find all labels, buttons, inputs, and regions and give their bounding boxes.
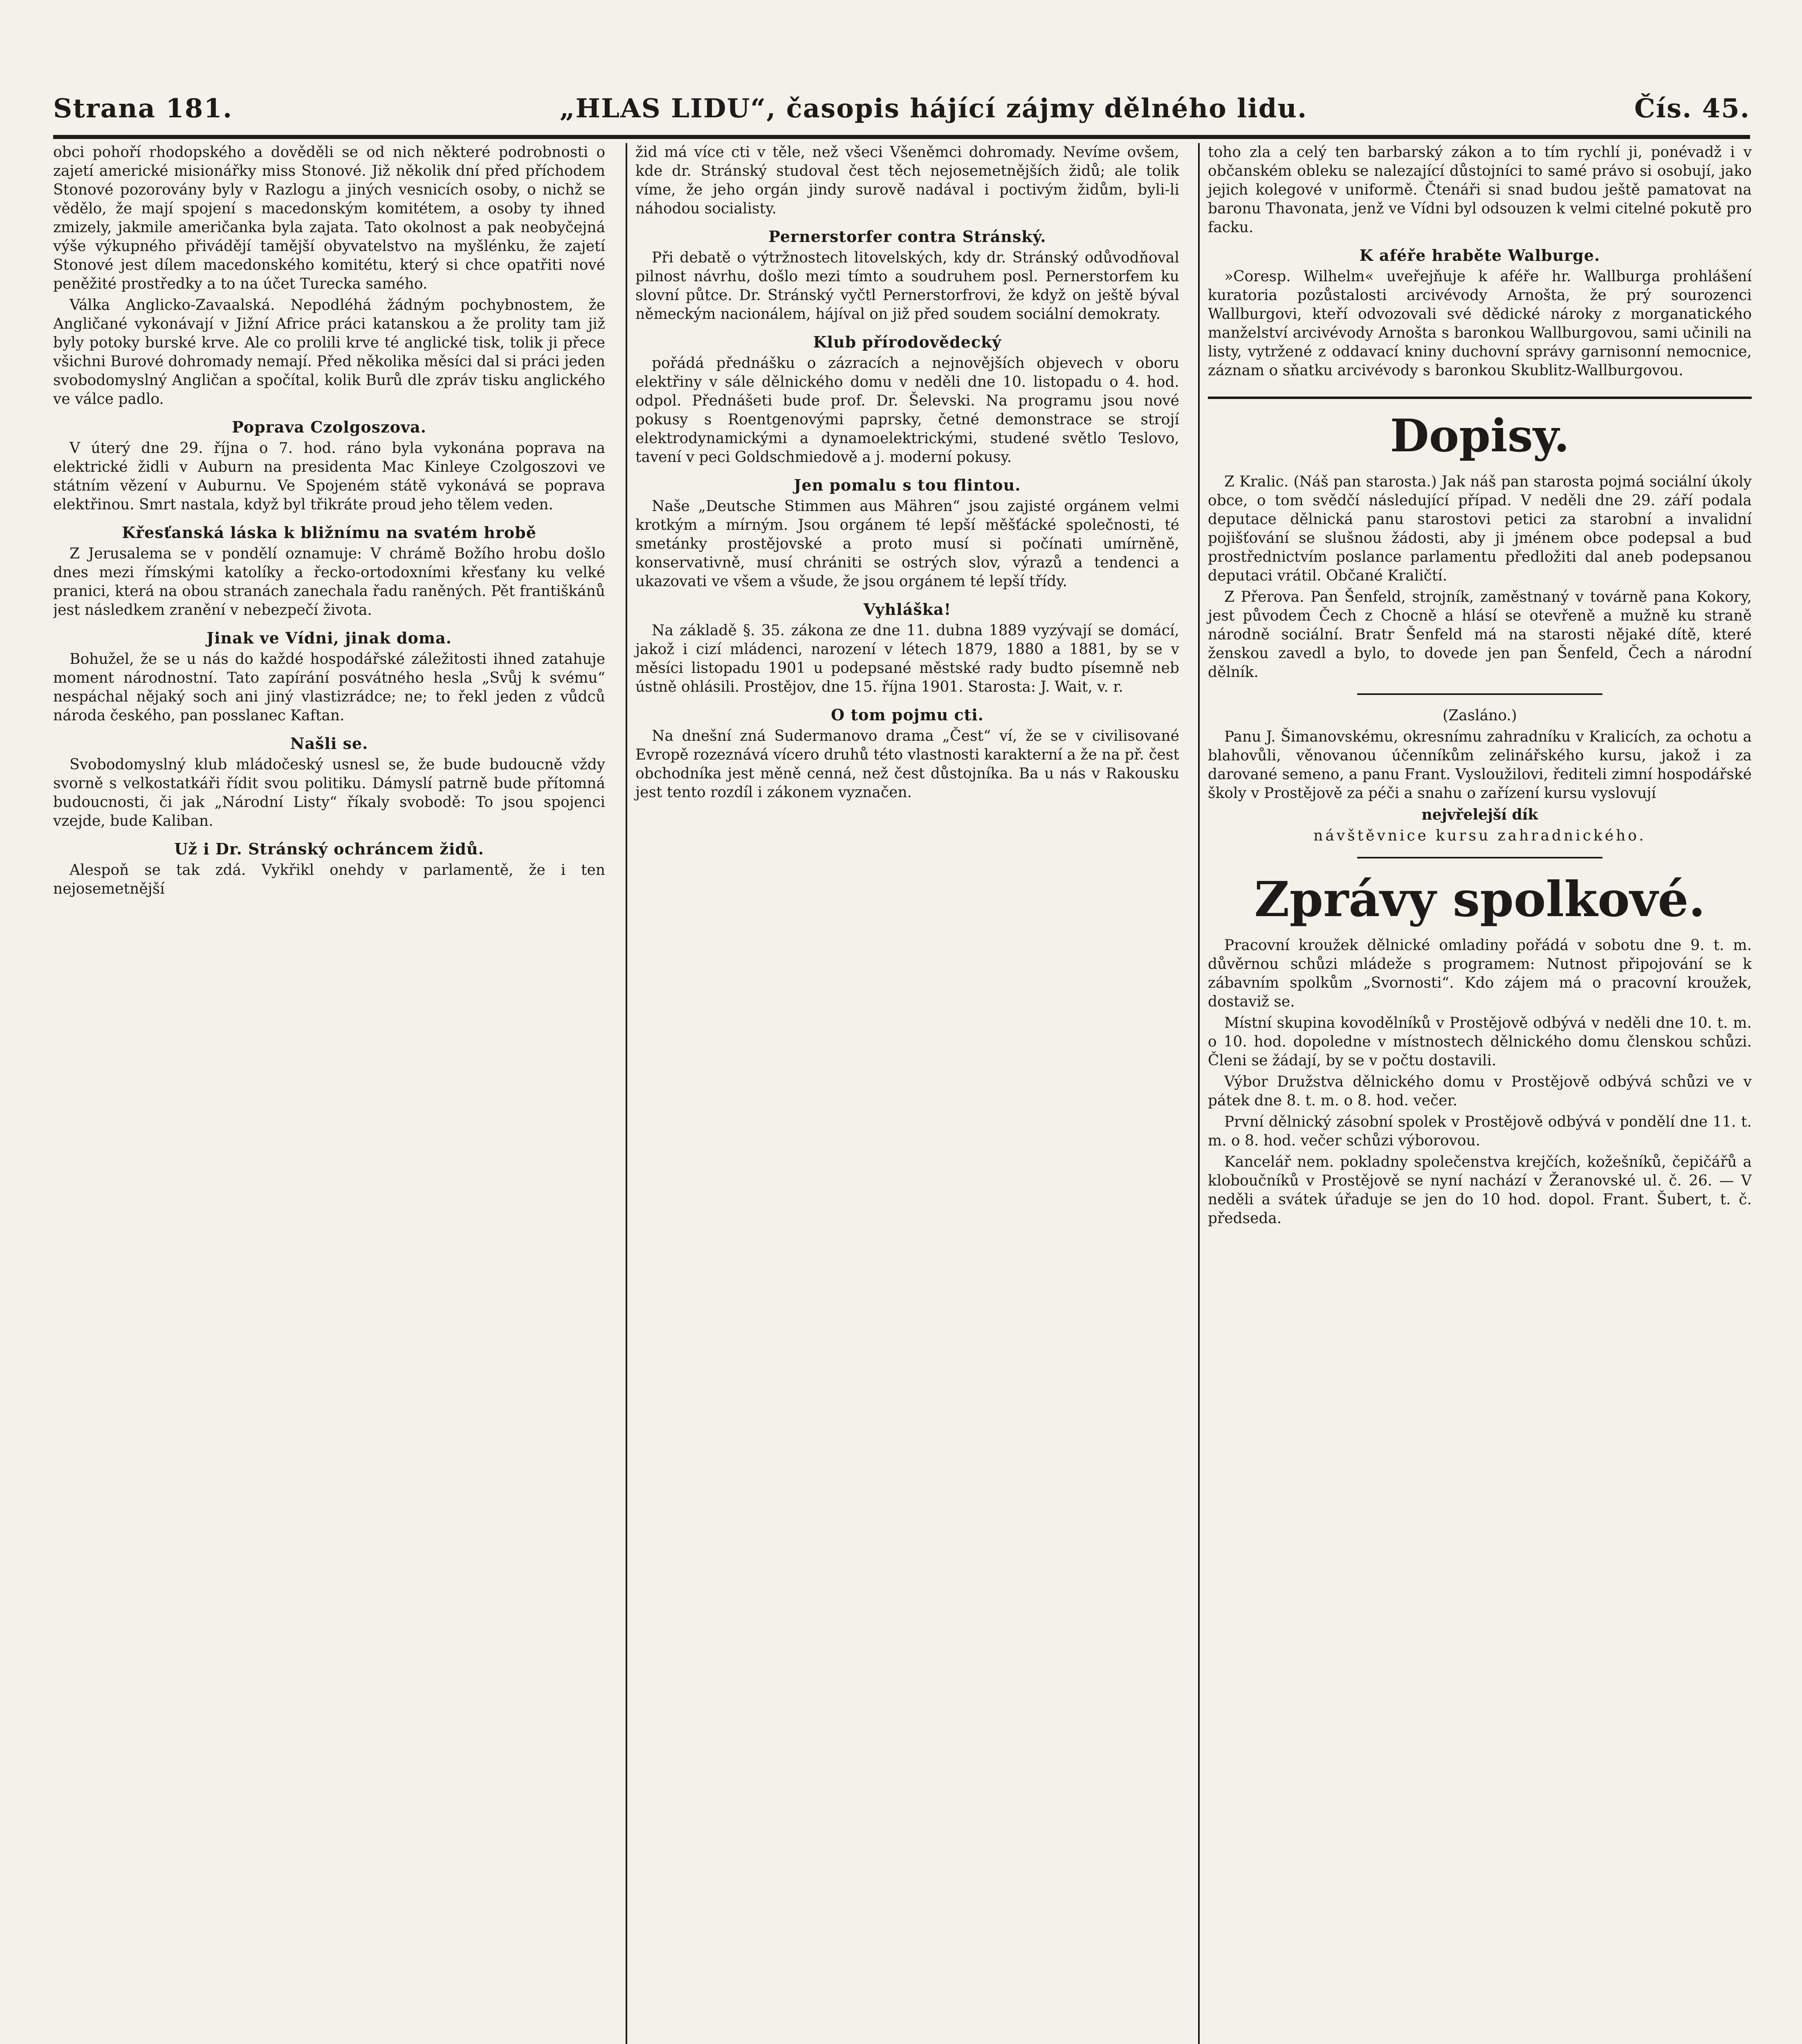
article-heading: Klub přírodovědecký [813, 333, 1002, 351]
article-paragraph: Výbor Družstva dělnického domu v Prostějově odbývá schůzi ve v pátek dne 8. t. m. o 8. hod. večer. [1208, 1074, 1752, 1109]
thanks-line: nejvřelejší dík [1421, 806, 1538, 823]
article-heading: O tom pojmu cti. [831, 706, 984, 724]
article-paragraph: První dělnický zásobní spolek v Prostějově odbývá v pondělí dne 11. t. m. o 8. hod. večer schůzi výborovou. [1208, 1114, 1752, 1149]
article-heading: Křesťanská láska k bližnímu na svatém hrobě [122, 523, 536, 542]
page-header [53, 82, 1750, 139]
thanks-signature: návštěvnice kursu zahradnického. [1313, 827, 1646, 844]
article-paragraph: obci pohoří rhodopského a dověděli se od nich některé podrobnosti o zajetí americké misionářky miss Stonové. Již několik dní před příchodem Stonové pozorovány byly v Razlogu a jiných vesnicích osoby, o nichž se vědělo, že mají spojení s macedonským komitétem, a osoby ty ihned zmizely, jakmile američanka byla zajata. Tato okolnost a pak neobyčejná výše výkupného přivádějí tamější obyvatelstvo na myšlénku, že zajetí Stonové jest dílem macedonského komitétu, který si chce opatřiti nové peněžité prostředky a to na účet Turecka samého. [53, 144, 605, 292]
article-paragraph: Panu J. Šimanovskému, okresnímu zahradníku v Kralicích, za ochotu a blahovůli, věnovanou účenníkům zelinářského kursu, jakož i za darované semeno, a panu Frant. Vysloužilovi, řediteli zimní hospodářské školy v Prostějově za péči a snahu o zařízení kursu vyslovují [1208, 728, 1752, 802]
article-paragraph: Místní skupina kovodělníků v Prostějově odbývá v neděli dne 10. t. m. o 10. hod. dopoledne v místnostech dělnického domu členskou schůzi. Členi se žádají, by se v počtu dostavili. [1208, 1015, 1752, 1069]
column-right [1198, 143, 1752, 2044]
article-paragraph: Alespoň se tak zdá. Vykřikl onehdy v parlamentě, že i ten nejosemetnější [53, 862, 605, 897]
article-paragraph: pořádá přednášku o zázracích a nejnovějších objevech v oboru elektřiny v sále dělnického domu v neděli dne 10. listopadu o 4. hod. odpol. Přednášeti bude prof. Dr. Šelevski. Na programu jsou nové pokusy s Roentgenovými paprsky, četné demonstrace se strojí elektrodynamickými a dynamoelektrickými, studené světlo Teslovo, tavení v peci Goldschmiedově a j. moderní pokusy. [635, 355, 1179, 466]
article-heading: Jen pomalu s tou flintou. [794, 476, 1021, 494]
article-heading: K aféře hraběte Walburge. [1359, 246, 1600, 264]
masthead-title: „HLAS LIDU“, časopis hájící zájmy dělného lidu. [559, 93, 1308, 124]
article-paragraph: Svobodomyslný klub mládočeský usnesl se, že bude budoucně vždy svorně s velkostatkáři řídit svou politiku. Dámyslí patrně bude přítomná budoucnosti, či jak „Národní Listy“ říkaly svobodě: To jsou spojenci vzejde, bude Kaliban. [53, 756, 605, 829]
article-heading: Jinak ve Vídni, jinak doma. [206, 629, 452, 647]
article-paragraph: Na dnešní zná Sudermanovo drama „Čest“ ví, že se v civilisované Evropě rozeznává vícero druhů této vlastnosti karakterní a že na př. čest obchodníka jest měně cenná, než čest důstojníka. Ba u nás v Rakousku jest tento rozdíl i zákonem vyznačen. [635, 728, 1179, 801]
article-paragraph: V úterý dne 29. října o 7. hod. ráno byla vykonána poprava na elektrické židli v Auburn na presidenta Mac Kinleye Czolgoszovi ve státním vězení v Auburnu. Ve Spojeném státě vykonává se poprava elektřinou. Smrt nastala, když byl třikráte proud jeho tělem veden. [53, 440, 605, 513]
issue-number: Čís. 45. [1634, 93, 1750, 124]
article-paragraph: Z Kralic. (Náš pan starosta.) Jak náš pan starosta pojmá sociální úkoly obce, o tom svědčí následující případ. V neděli dne 29. září podala deputace dělnická panu starostovi petici za starobní a invalidní pojišťování se slušnou žádosti, aby ji jménem obce podepsal a bud prostřednictvím poslance parlamentu předložiti dal aneb podepsanou deputaci vrátil. Občané Kraličtí. [1208, 473, 1752, 584]
article-heading: Našli se. [290, 734, 368, 753]
article-paragraph: Naše „Deutsche Stimmen aus Mähren“ jsou zajisté orgánem velmi krotkým a mírným. Jsou orgánem té lepší měšťácké společnosti, té smetánky prostějovské a proto musí si počínati umírněně, konservativně, musí chrániti se ostrých slov, výrazů a tendenci a ukazovati ve všem a všude, že jsou orgánem té lepší třídy. [635, 498, 1179, 590]
article-paragraph: Pracovní kroužek dělnické omladiny pořádá v sobotu dne 9. t. m. důvěrnou schůzi mládeže s programem: Nutnost připojování se k zábavním spolkům „Svornosti“. Kdo zájem má o pracovní kroužek, dostaviž se. [1208, 937, 1752, 1010]
article-heading: Vyhláška! [863, 600, 951, 619]
section-title-zpravy: Zprávy spolkové. [1254, 871, 1706, 928]
article-paragraph: Na základě §. 35. zákona ze dne 11. dubna 1889 vyzývají se domácí, jakož i cizí mládenci, narození v létech 1879, 1880 a 1881, by se v měsíci listopadu 1901 u podepsané městské rady budto písemně neb ústně ohlásili. Prostějov, dne 15. října 1901. Starosta: J. Wait, v. r. [635, 622, 1179, 695]
article-heading: Poprava Czolgoszova. [232, 418, 426, 436]
article-paragraph: Z Přerova. Pan Šenfeld, strojník, zaměstnaný v továrně pana Kokory, jest původem Čech z Chocně a hlásí se otevřeně a mužně ku straně národně sociální. Bratr Šenfeld má na starosti nějaké dítě, které ženskou zavedl a bylo, to dovede jen pan Šenfeld, Čech a národní dělník. [1208, 589, 1752, 681]
article-paragraph: toho zla a celý ten barbarský zákon a to tím rychlí ji, ponévadž i v občanském obleku se nalezající důstojníci to samé právo si osobují, jako jejich kolegové v uniformě. Čtenáři si snad budou ještě pamatovat na baronu Thavonata, jenž ve Vídni byl odsouzen k velmi citelné pokutě pro facku. [1208, 144, 1752, 236]
divider [1357, 693, 1602, 695]
article-paragraph: Bohužel, že se u nás do každé hospodářské záležitosti ihned zatahuje moment národnostní. Tato zapírání posvátného hesla „Svůj k svému“ nespáchal nějaký soch ani jiný vlastizrádce; ne; to řekl jeden z vůdců národa českého, pan posslanec Kaftan. [53, 651, 605, 724]
article-heading: Už i Dr. Stránský ochráncem židů. [174, 840, 484, 858]
section-title-dopisy: Dopisy. [1208, 397, 1752, 460]
article-heading: Pernerstorfer contra Stránský. [768, 227, 1046, 246]
article-paragraph: Kancelář nem. pokladny společenstva krejčích, kožešníků, čepičářů a kloboučníků v Prostějově se nyní nachází v Žeranovské ul. č. 26. — V neděli a svátek úřaduje se jen do 10 hod. dopol. Frant. Šubert, t. č. předseda. [1208, 1154, 1752, 1227]
column-middle [626, 143, 1179, 2044]
page-number: Strana 181. [53, 93, 233, 124]
column-left [53, 143, 605, 2044]
article-paragraph: Z Jerusalema se v pondělí oznamuje: V chrámě Božího hrobu došlo dnes mezi římskými katolíky a řecko-ortodoxními křesťany ku velké pranici, která na obou stranách zanechala řadu raněných. Pět františkánů jest následkem zranění v nebezpečí života. [53, 545, 605, 619]
divider [1357, 857, 1602, 858]
article-paragraph: »Coresp. Wilhelm« uveřejňuje k aféře hr. Wallburga prohlášení kuratoria pozůstalosti arcivévody Arnošta, že prý sourozenci Wallburgovi, kteří odvozovali své dědické nároky z morganatického manželství arcivévody Arnošta s baronkou Wallburgovou, sami učinili na listy, vytržené z oddavací kniny duchovní správy garnisonní nemocnice, záznam o sňatku arcivévody s baronkou Skublitz-Wallburgovou. [1208, 268, 1752, 379]
article-paragraph: Při debatě o výtržnostech litovelských, kdy dr. Stránský odůvodňoval pilnost návrhu, došlo mezi tímto a soudruhem posl. Pernerstorfem ku slovní půtce. Dr. Stránský vyčtl Pernerstorfrovi, že když on ještě býval německým nacionálem, hájíval on již před soudem sociální demokraty. [635, 249, 1179, 323]
article-paragraph: Válka Anglicko-Zavaalská. Nepodléhá žádným pochybnostem, že Angličané vykonávají v Jižní Africe práci katanskou a že prolity tam již byly potoky burské krve. Ale co prolili krve té anglické tisk, tolik ji přece všichni Burové dohromady nemají. Před několika měsíci dal si práci jeden svobodomyslný Angličan a spočítal, kolik Burů dle zpráv tisku anglického ve válce padlo. [53, 297, 605, 408]
zaslano-label: (Zasláno.) [1443, 707, 1517, 724]
article-paragraph: žid má více cti v těle, než všeci Všeněmci dohromady. Nevíme ovšem, kde dr. Stránský studoval čest těch nejosemetnějších židů; ale tolik víme, že jeho orgán jindy surově nadával i poctivým židům, byli-li náhodou socialisty. [635, 144, 1179, 217]
